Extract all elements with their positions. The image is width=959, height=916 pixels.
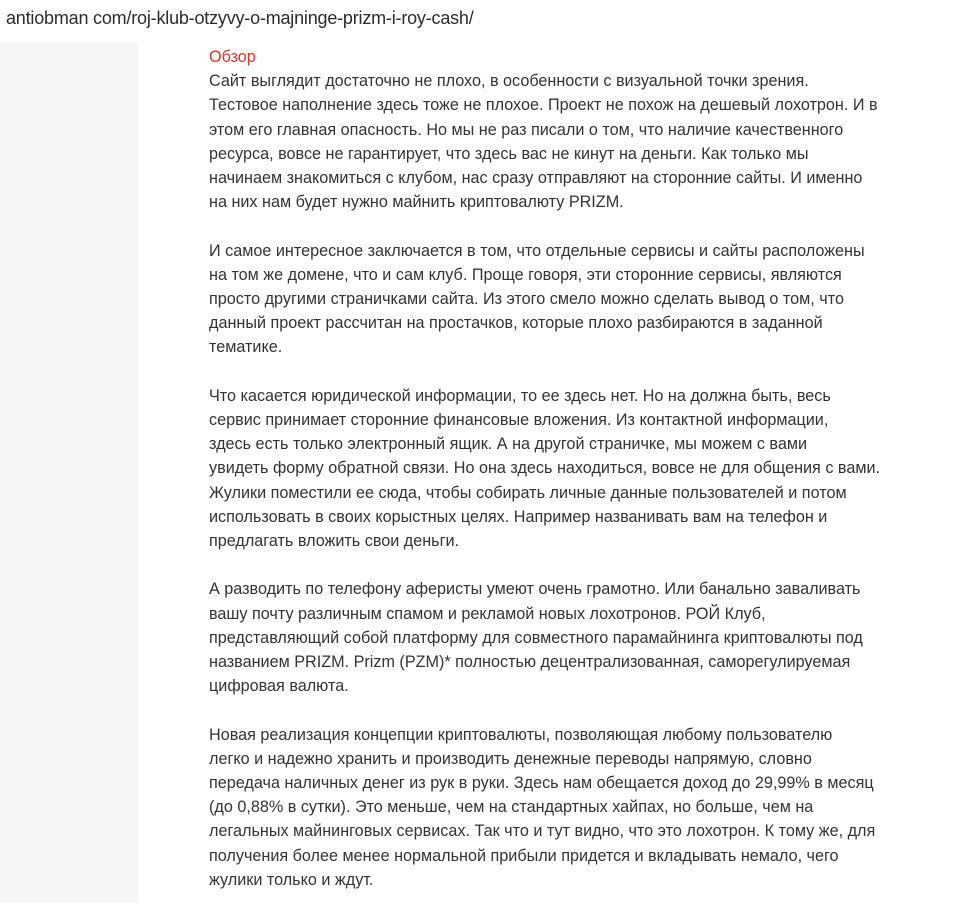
text-line: жулики только и ждут. <box>209 870 374 889</box>
text-line: названием PRIZM. Prizm (PZM)* полностью децентрализованная, саморегулируемая <box>209 653 851 672</box>
text-line: вашу почту различным спамом и рекламой новых лохотронов. РОЙ Клуб, <box>209 604 766 623</box>
text-line: просто другими страничками сайта. Из этого смело можно сделать вывод о том, что <box>209 290 844 309</box>
text-line: легко и надежно хранить и производить денежные переводы напрямую, словно <box>209 749 812 768</box>
article-content <box>209 45 909 916</box>
text-line: сервис принимает сторонние финансовые вложения. Из контактной информации, <box>209 411 829 430</box>
text-line: легальных майнинговых сервисах. Так что и тут видно, что это лохотрон. К тому же, для <box>209 822 876 841</box>
text-line: на том же домене, что и сам клуб. Проще говоря, эти сторонние сервисы, являются <box>209 265 842 284</box>
text-line: получения более менее нормальной прибыли придется и вкладывать немало, чего <box>209 846 839 865</box>
article-paragraph-4 <box>209 577 909 698</box>
text-line: предлагать вложить свои деньги. <box>209 532 460 551</box>
address-bar[interactable] <box>0 0 959 40</box>
url-text[interactable]: antiobman com/roj-klub-otzyvy-o-majninge-prizm-i-roy-cash/ <box>6 8 474 28</box>
text-line: данный проект рассчитан на простачков, которые плохо разбираются в заданной <box>209 314 823 333</box>
text-line: представляющий собой платформу для совместного парамайнинга криптовалюты под <box>209 628 863 647</box>
text-line: передача наличных денег из рук в руки. Здесь нам обещается доход до 29,99% в месяц <box>209 774 874 793</box>
text-line: А разводить по телефону аферисты умеют очень грамотно. Или банально заваливать <box>209 580 861 599</box>
text-line: начинаем знакомиться с клубом, нас сразу отправляют на сторонние сайты. И именно <box>209 169 863 188</box>
left-sidebar <box>0 42 138 903</box>
article-paragraph-5 <box>209 723 909 892</box>
text-line: Сайт выглядит достаточно не плохо, в особенности с визуальной точки зрения. <box>209 72 809 91</box>
article-paragraph-2 <box>209 239 909 360</box>
text-line: Что касается юридической информации, то ее здесь нет. Но на должна быть, весь <box>209 386 831 405</box>
text-line: Тестовое наполнение здесь тоже не плохое. Проект не похож на дешевый лохотрон. И в <box>209 96 878 115</box>
text-line: здесь есть только электронный ящик. А на другой страничке, мы можем с вами <box>209 435 808 454</box>
text-line: на них нам будет нужно майнить криптовалюту PRIZM. <box>209 193 624 212</box>
text-line: цифровая валюта. <box>209 677 349 696</box>
text-line: Новая реализация концепции криптовалюты, позволяющая любому пользователю <box>209 725 833 744</box>
text-line: ресурса, вовсе не гарантирует, что здесь вас не кинут на деньги. Как только мы <box>209 144 809 163</box>
text-line: этом его главная опасность. Но мы не раз писали о том, что наличие качественного <box>209 120 844 139</box>
text-line: Жулики поместили ее сюда, чтобы собирать личные данные пользователей и потом <box>209 483 847 502</box>
text-line: И самое интересное заключается в том, что отдельные сервисы и сайты расположены <box>209 241 865 260</box>
section-heading-overview: Обзор <box>209 48 256 66</box>
text-line: увидеть форму обратной связи. Но она здесь находиться, вовсе не для общения с вами. <box>209 459 880 478</box>
text-line: использовать в своих корыстных целях. Например названивать вам на телефон и <box>209 507 828 526</box>
article-paragraph-1 <box>209 69 909 214</box>
article-paragraph-3 <box>209 384 909 553</box>
text-line: тематике. <box>209 338 283 357</box>
text-line: (до 0,88% в сутки). Это меньше, чем на стандартных хайпах, но больше, чем на <box>209 798 814 817</box>
